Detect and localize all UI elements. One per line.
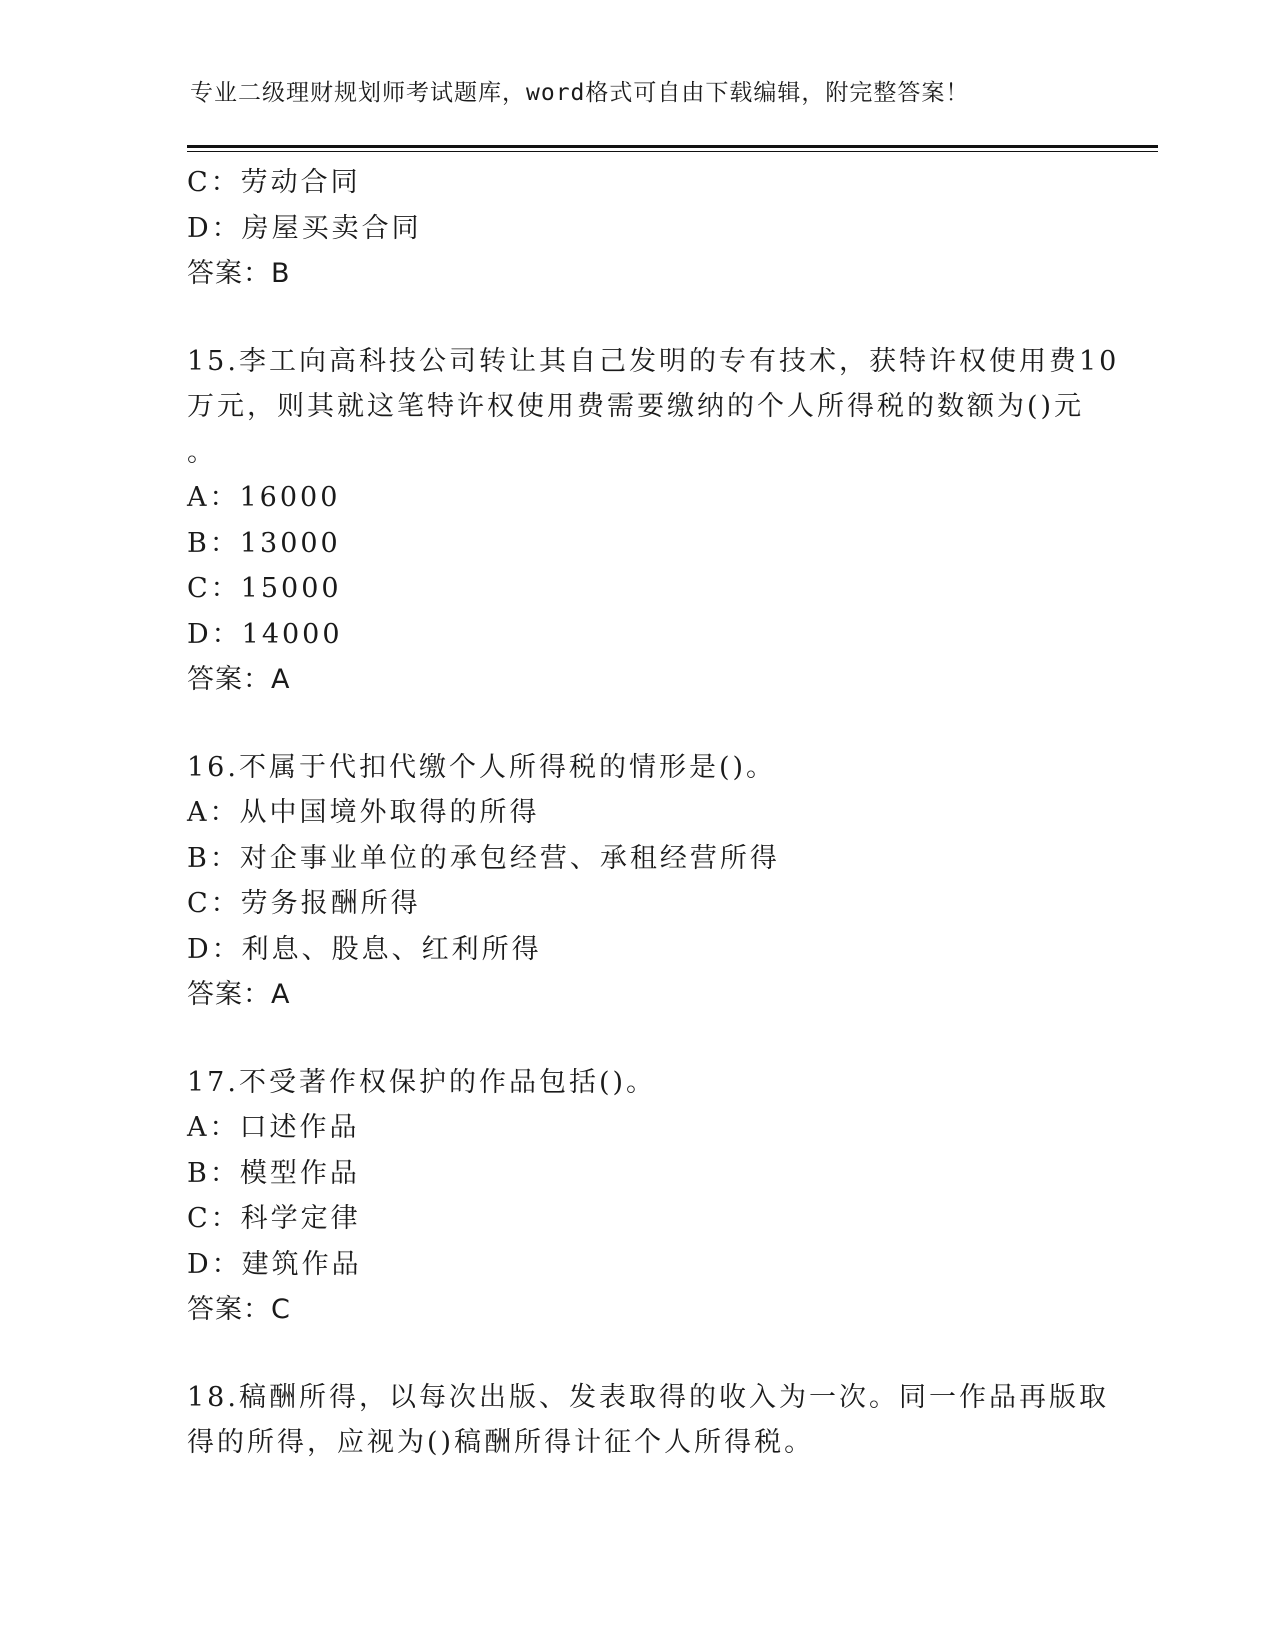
- question-text: 15.李工向高科技公司转让其自己发明的专有技术，获特许权使用费10: [187, 345, 1120, 377]
- option-line: B：13000: [187, 527, 341, 559]
- page-header: 专业二级理财规划师考试题库，word格式可自由下载编辑，附完整答案！: [190, 80, 970, 106]
- block-spacer: [187, 703, 1087, 745]
- question-block: [187, 160, 1087, 297]
- option-line: B：模型作品: [187, 1157, 360, 1189]
- option-line: C：劳动合同: [187, 167, 361, 198]
- option-line: D：建筑作品: [187, 1248, 362, 1280]
- question-text: 。: [187, 436, 217, 468]
- question-text: 得的所得，应视为()稿酬所得计征个人所得税。: [187, 1427, 815, 1458]
- question-text: 18.稿酬所得，以每次出版、发表取得的收入为一次。同一作品再版取: [187, 1381, 1109, 1413]
- question-text: 17.不受著作权保护的作品包括()。: [187, 1066, 657, 1098]
- option-line: A：口述作品: [187, 1112, 360, 1143]
- option-line: B：对企事业单位的承包经营、承租经营所得: [187, 842, 780, 874]
- option-line: C：15000: [187, 573, 342, 604]
- option-line: C：科学定律: [187, 1203, 361, 1234]
- question-list: [187, 160, 1120, 1466]
- option-line: D：利息、股息、红利所得: [187, 933, 542, 965]
- answer-line: 答案：A: [187, 979, 291, 1010]
- option-line: D：14000: [187, 618, 343, 650]
- block-spacer: [187, 1333, 1087, 1375]
- answer-line: 答案：B: [187, 258, 291, 289]
- question-text: 万元，则其就这笔特许权使用费需要缴纳的个人所得税的数额为()元: [187, 391, 1085, 422]
- header-rule-thin: [187, 151, 1158, 152]
- option-line: A：从中国境外取得的所得: [187, 797, 540, 828]
- header-rule-thick: [187, 145, 1158, 148]
- block-spacer: [187, 297, 1087, 339]
- question-block: [187, 745, 1087, 1018]
- option-line: D：房屋买卖合同: [187, 212, 422, 244]
- answer-line: 答案：A: [187, 664, 291, 695]
- question-text: 16.不属于代扣代缴个人所得税的情形是()。: [187, 751, 777, 783]
- question-block: [187, 1060, 1087, 1333]
- question-block: [187, 1375, 1109, 1466]
- question-block: [187, 339, 1120, 703]
- answer-line: 答案：C: [187, 1294, 291, 1325]
- block-spacer: [187, 1018, 1087, 1060]
- option-line: A：16000: [187, 482, 341, 513]
- option-line: C：劳务报酬所得: [187, 888, 421, 919]
